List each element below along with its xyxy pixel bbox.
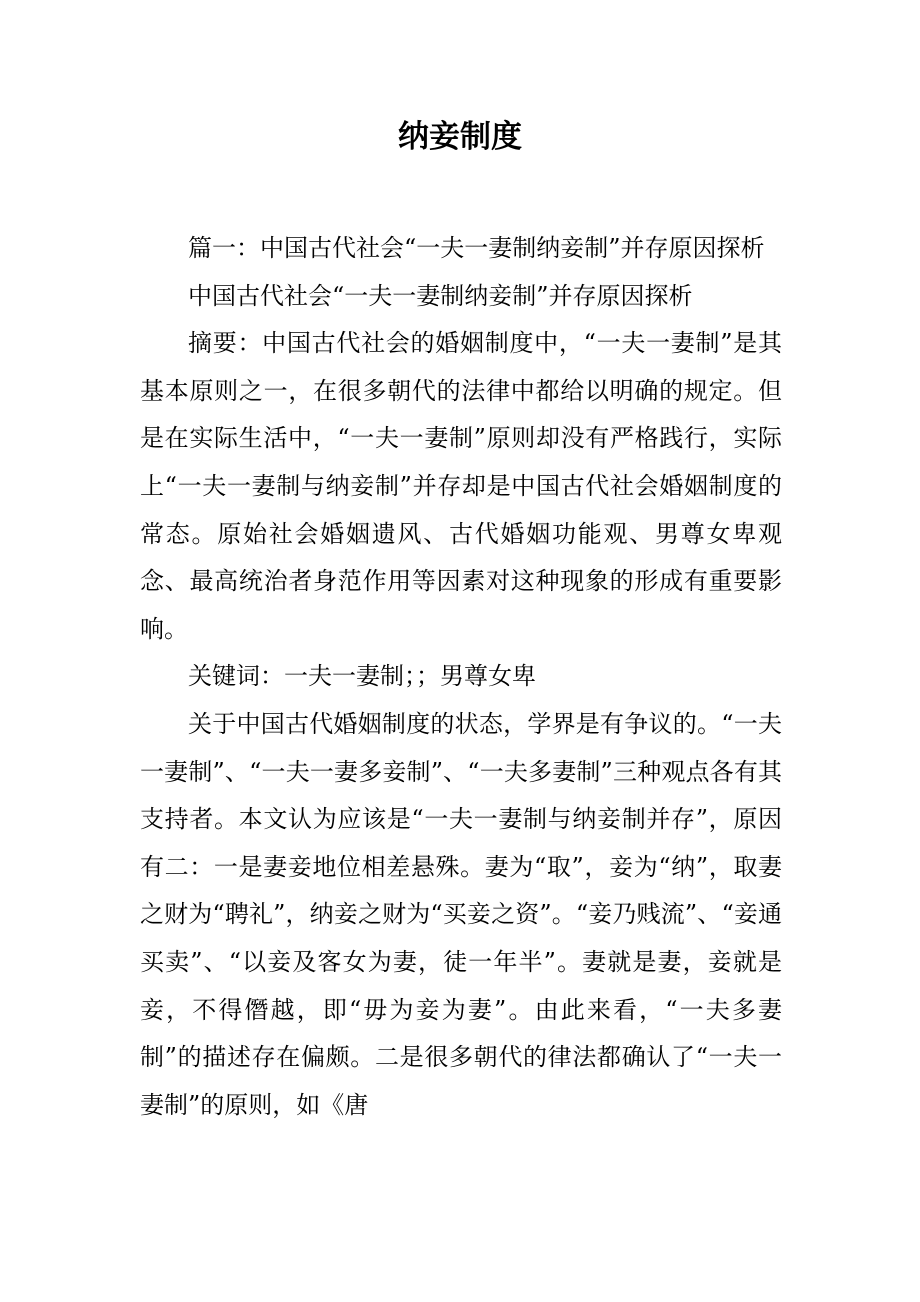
document-body — [140, 225, 782, 1129]
paragraph-abstract: 摘要：中国古代社会的婚姻制度中，“一夫一妻制”是其基本原则之一，在很多朝代的法律中都给以明确的规定。但是在实际生活中，“一夫一妻制”原则却没有严格践行，实际上“一夫一妻制与纳妾制”并存却是中国古代社会婚姻制度的常态。原始社会婚姻遗风、古代婚姻功能观、男尊女卑观念、最高统治者身范作用等因素对这种现象的形成有重要影响。 — [140, 329, 782, 643]
paragraph-body: 关于中国古代婚姻制度的状态，学界是有争议的。“一夫一妻制”、“一夫一妻多妾制”、“一夫多妻制”三种观点各有其支持者。本文认为应该是“一夫一妻制与纳妾制并存”，原因有二：一是妻妾地位相差悬殊。妻为“取”，妾为“纳”，取妻之财为“聘礼”，纳妾之财为“买妾之资”。“妾乃贱流”、“妾通买卖”、“以妾及客女为妻，徒一年半”。妻就是妻，妾就是妾，不得僭越，即“毋为妾为妻”。由此来看，“一夫多妻制”的描述存在偏颇。二是很多朝代的律法都确认了“一夫一妻制”的原则，如《唐 — [140, 709, 782, 1119]
document-title: 纳妾制度 — [398, 119, 522, 155]
paragraph-article-title: 中国古代社会“一夫一妻制纳妾制”并存原因探析 — [188, 281, 693, 310]
paragraph-section-heading: 篇一：中国古代社会“一夫一妻制纳妾制”并存原因探析 — [188, 234, 765, 262]
paragraph-keywords: 关键词：一夫一妻制；；男尊女卑 — [188, 662, 536, 691]
